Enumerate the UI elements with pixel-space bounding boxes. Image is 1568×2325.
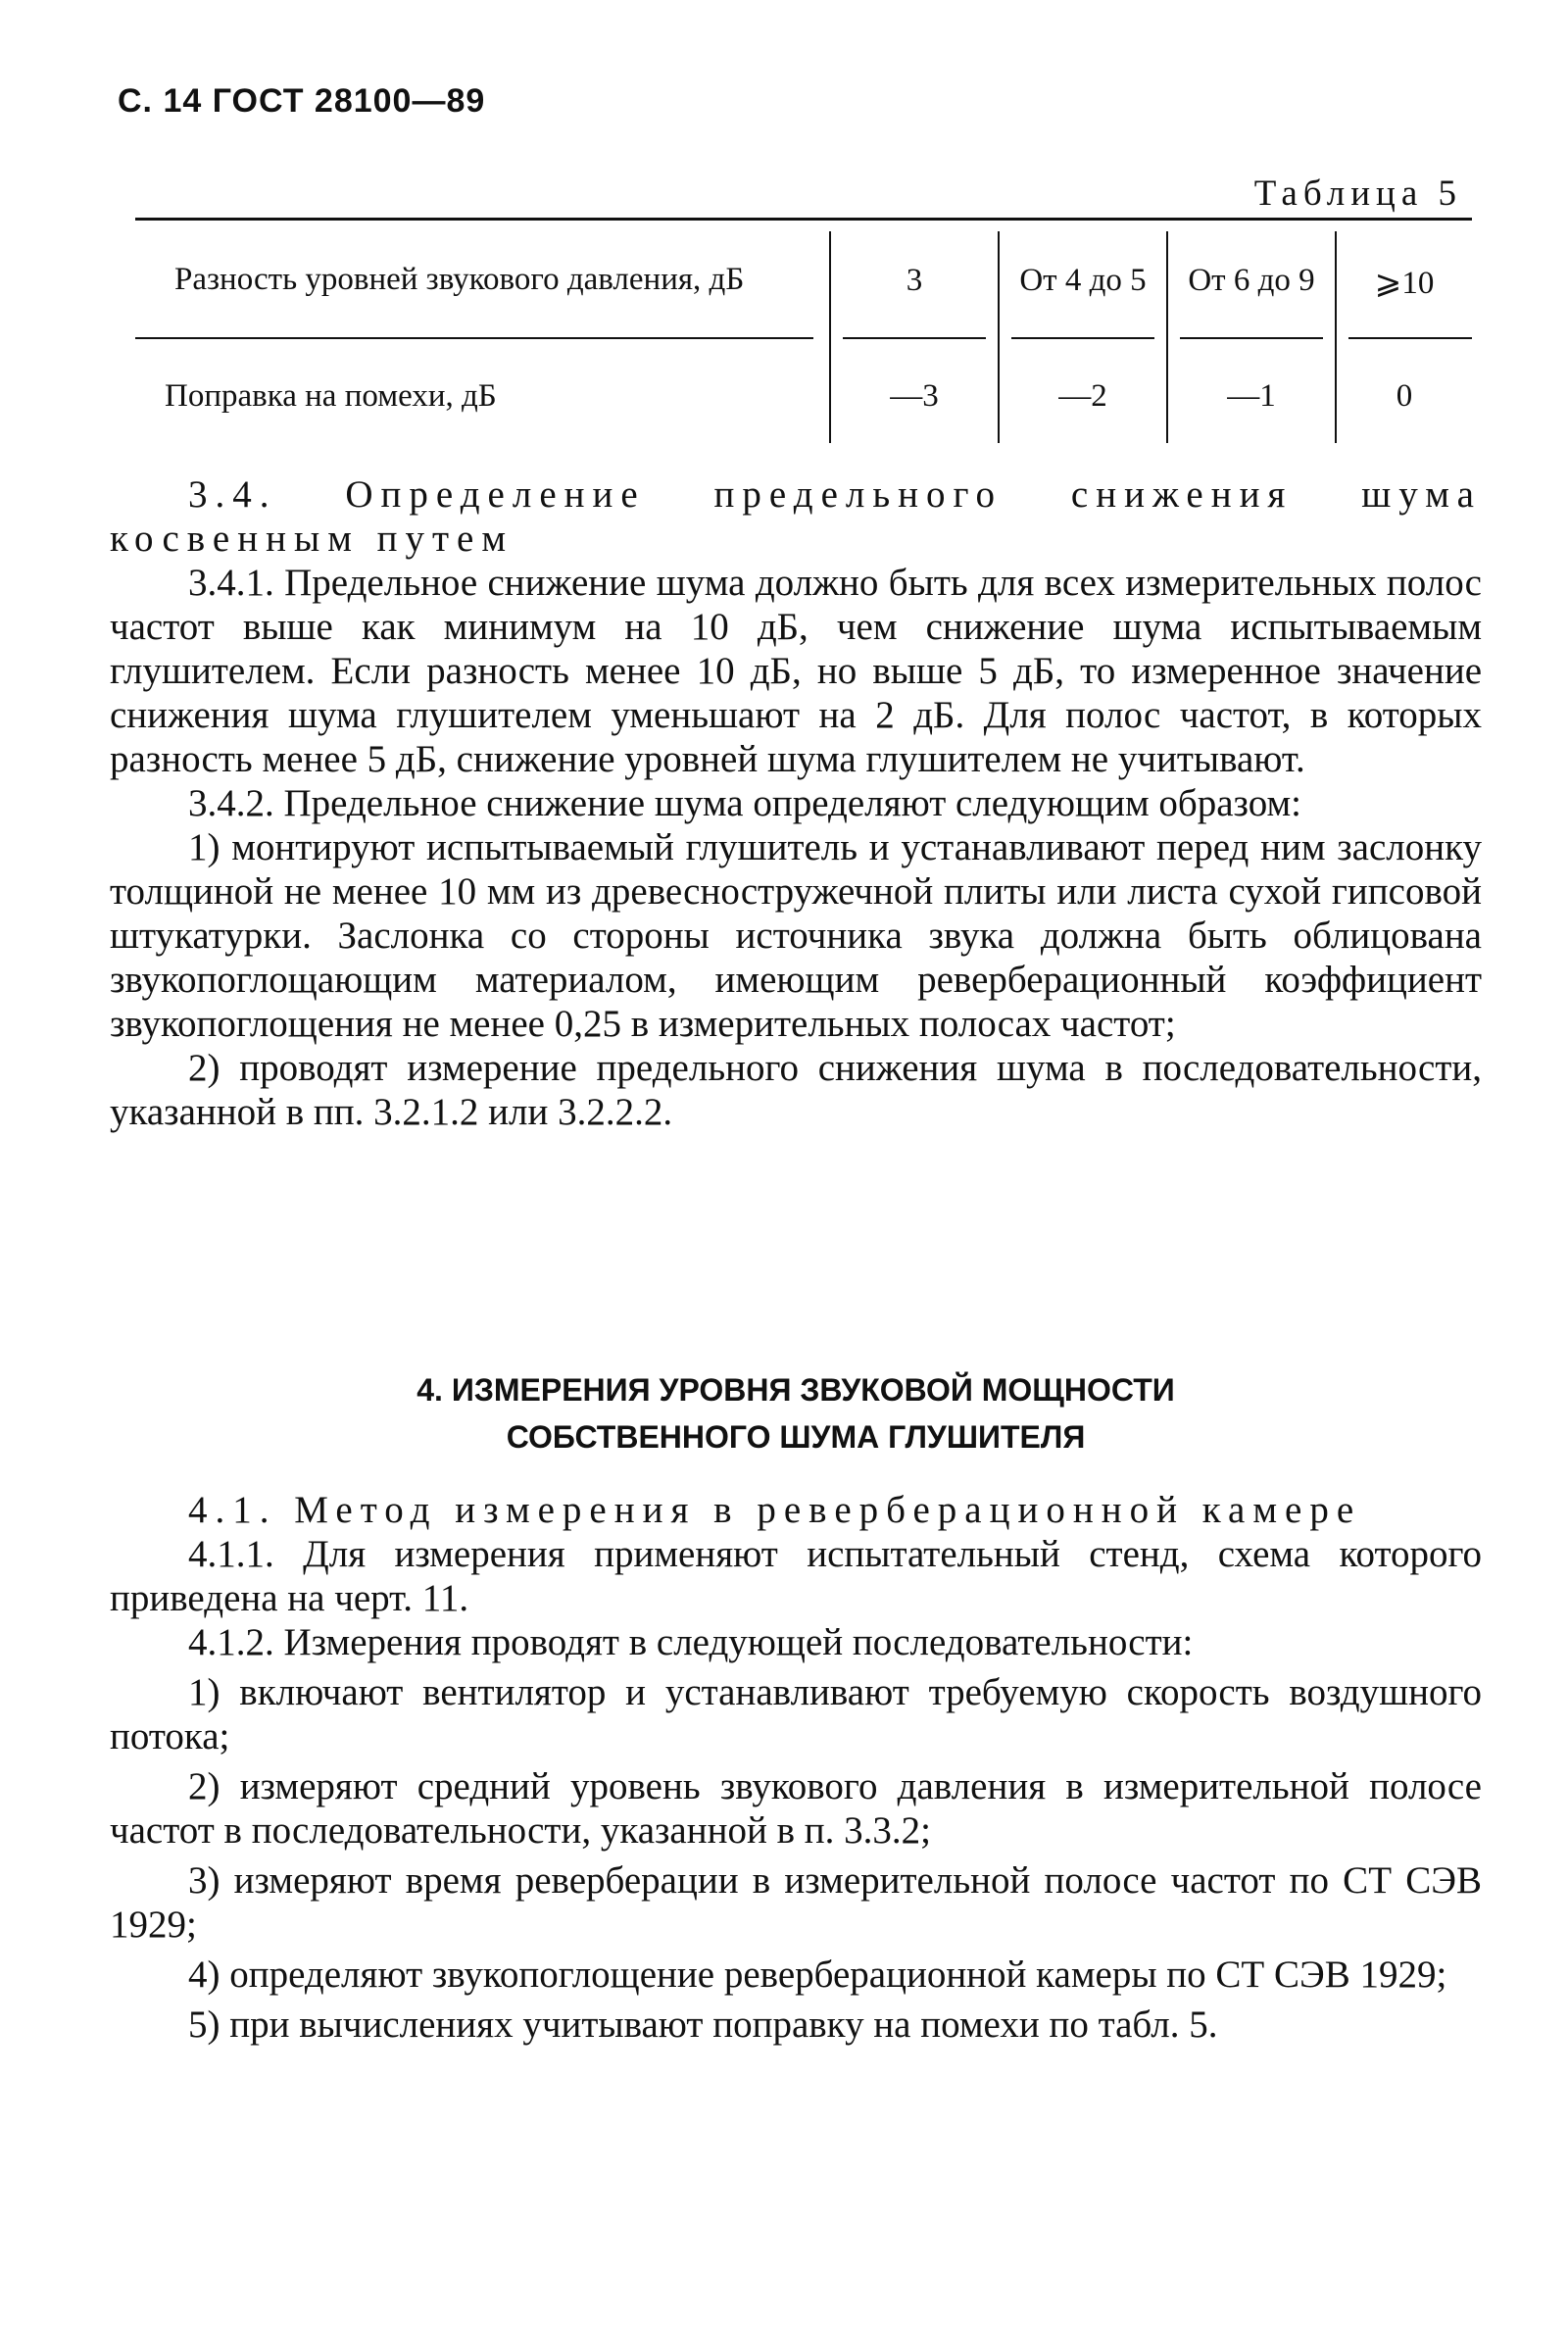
section-3-4-heading: 3.4. Определение предельного снижения шума косвенным путем <box>110 473 1482 560</box>
row1-value-1: 3 <box>906 263 923 298</box>
table-row-rule <box>1180 337 1323 339</box>
table-row-rule <box>135 337 813 339</box>
row2-label: Поправка на помехи, дБ <box>165 378 497 414</box>
list-item: 1) включают вентилятор и устанавливают требуемую скорость воздушного потока; <box>110 1671 1482 1757</box>
list-item: 2) проводят измерение предельного снижения шума в последовательности, указанной в пп. 3.2.1.2 или 3.2.2.2. <box>110 1047 1482 1133</box>
paragraph-4-1-2: 4.1.2. Измерения проводят в следующей последовательности: <box>188 1621 1194 1663</box>
paragraph-4-1-1: 4.1.1. Для измерения применяют испытательный стенд, схема которого приведена на черт. 11. <box>110 1533 1482 1619</box>
row1-value-3: От 6 до 9 <box>1188 263 1315 298</box>
row1-label: Разность уровней звукового давления, дБ <box>174 262 745 297</box>
table-row-rule <box>1011 337 1154 339</box>
paragraph-3-4-2: 3.4.2. Предельное снижение шума определяют следующим образом: <box>188 782 1301 824</box>
list-item: 5) при вычислениях учитывают поправку на помехи по табл. 5. <box>188 2003 1218 2046</box>
list-item: 4) определяют звукопоглощение реверберационной камеры по СТ СЭВ 1929; <box>188 1954 1447 1996</box>
table-row-rule <box>843 337 986 339</box>
section-4-title-line-1: 4. ИЗМЕРЕНИЯ УРОВНЯ ЗВУКОВОЙ МОЩНОСТИ <box>416 1372 1175 1408</box>
row2-value-4: 0 <box>1396 378 1413 414</box>
section-4 <box>110 1488 1482 2047</box>
paragraph-3-4-1: 3.4.1. Предельное снижение шума должно быть для всех измерительных полос частот выше как минимум на 10 дБ, чем снижение шума испытываемым глушителем. Если разность менее 10 дБ, но выше 5 дБ, то измеренное значение снижения шума глушителем уменьшают на 2 дБ. Для полос частот, в которых разность менее 5 дБ, снижение уровней шума глушителем не учитывают. <box>110 562 1482 780</box>
row1-value-2: От 4 до 5 <box>1019 263 1147 298</box>
row1-value-4: ⩾10 <box>1374 266 1435 301</box>
row2-value-1: —3 <box>890 378 939 414</box>
list-item: 1) монтируют испытываемый глушитель и устанавливают перед ним заслонку толщиной не менее 10 мм из древесностружечной плиты или листа сухой гипсовой штукатурки. Заслонка со стороны источника звука должна быть облицована звукопоглощающим материалом, имеющим реверберационный коэффициент звукопоглощения не менее 0,25 в измерительных полосах частот; <box>110 826 1482 1045</box>
page-header: С. 14 ГОСТ 28100—89 <box>118 82 486 120</box>
table-row-rule <box>1348 337 1472 339</box>
section-4-1-heading: 4.1. Метод измерения в реверберационной камере <box>188 1489 1362 1531</box>
row2-value-2: —2 <box>1058 378 1107 414</box>
row2-value-3: —1 <box>1227 378 1276 414</box>
table-caption: Таблица 5 <box>1253 173 1462 214</box>
section-4-title <box>110 1366 1482 1460</box>
table-top-rule <box>135 218 1472 221</box>
correction-table <box>135 218 1472 443</box>
list-item: 3) измеряют время реверберации в измерительной полосе частот по СТ СЭВ 1929; <box>110 1859 1482 1946</box>
list-item: 2) измеряют средний уровень звукового давления в измерительной полосе частот в последовательности, указанной в п. 3.3.2; <box>110 1765 1482 1852</box>
section-4-title-line-2: СОБСТВЕННОГО ШУМА ГЛУШИТЕЛЯ <box>506 1419 1086 1455</box>
section-3-4 <box>110 472 1482 1134</box>
